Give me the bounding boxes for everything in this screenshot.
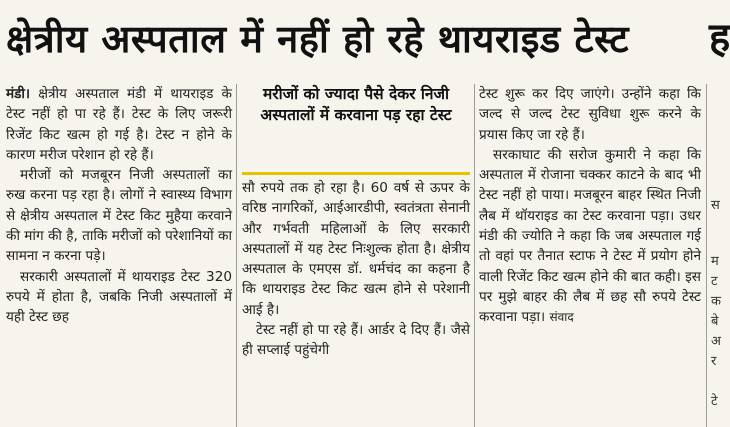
column-divider — [474, 84, 475, 427]
headline: क्षेत्रीय अस्पताल में नहीं हो रहे थायराइड टेस्ट — [6, 17, 630, 61]
cropped-neighbor-text: म — [711, 254, 719, 269]
article-column-3 — [479, 84, 701, 427]
article-paragraph: सरकारी अस्पतालों में थायराइड टेस्ट 320 रुपये में होता है, जबकि निजी अस्पतालों में यही टेस्ट छह — [6, 268, 232, 326]
article-paragraph — [479, 145, 701, 328]
cropped-neighbor-text: र — [711, 354, 717, 369]
article-paragraph: टेस्ट नहीं हो पा रहे हैं। आर्डर दे दिए हैं। जैसे ही सप्लाई पहुंचेगी — [242, 322, 470, 359]
cropped-neighbor-text: क — [711, 294, 721, 309]
cropped-neighbor-text: अ — [711, 334, 721, 349]
paragraph-text: क्षेत्रीय अस्पताल मंडी में थायराइड के टेस्ट नहीं हो पा रहे हैं। टेस्ट के लिए जरूरी रिजेंट किट खत्म हो गई है। टेस्ट न होने के कारण मरीज परेशान हो रहे हैं। — [6, 86, 232, 163]
article-column-2 — [242, 178, 470, 427]
article-paragraph: मरीजों को मजबूरन निजी अस्पतालों का रुख करना पड़ रहा है। लोगों ने स्वास्थ्य विभाग से क्षेत्रीय अस्पताल में टेस्ट किट मुहैया करवाने की मांग की है, ताकि मरीजों को परेशानियों का सामना न करना पड़े। — [6, 167, 232, 265]
article-paragraph: सौ रुपये तक हो रहा है। 60 वर्ष से ऊपर के वरिष्ठ नागरिकों, आईआरडीपी, स्वतंत्रता सेनानी और गर्भवती महिलाओं के लिए सरकारी अस्पतालों में यह टेस्ट निःशुल्क होता है। क्षेत्रीय अस्पताल के एमएस डॉ. धर्मचंद का कहना है कि थायराइड टेस्ट किट खत्म होने से परेशानी आई है। — [242, 180, 470, 318]
cropped-neighbor-text: टे — [711, 394, 718, 409]
cropped-neighbor-text: ट — [711, 274, 718, 289]
column-divider — [236, 84, 237, 427]
article-paragraph: टेस्ट शुरू कर दिए जाएंगे। उन्होंने कहा कि जल्द से जल्द टेस्ट सुविधा शुरू करने के प्रयास किए जा रहे हैं। — [479, 86, 701, 143]
subheadline: मरीजों को ज्यादा पैसे देकर निजी अस्पतालों में करवाना पड़ रहा टेस्ट — [260, 85, 452, 124]
byline-credit: संवाद — [549, 310, 574, 325]
cropped-neighbor-text: बे — [711, 314, 719, 329]
article-column-1 — [6, 84, 232, 427]
subhead-underline — [242, 172, 470, 175]
column-divider — [706, 84, 707, 427]
cropped-neighbor-text: स — [711, 198, 720, 213]
article-paragraph — [6, 84, 232, 165]
dateline: मंडी। — [6, 86, 31, 102]
cropped-adjacent-headline: ह — [709, 15, 730, 61]
paragraph-text: सरकाघाट की सरोज कुमारी ने कहा कि अस्पताल में रोजाना चक्कर काटने के बाद भी टेस्ट नहीं हो पाया। मजबूरन बाहर स्थित निजी लैब में थॉयराइड का टेस्ट करवाना पड़ा। उधर मंडी की ज्योति ने कहा कि जब अस्पताल गई तो वहां पर तैनात स्टाफ ने टेस्ट में प्रयोग होने वाली रिजेंट किट खत्म होने की बात कही। इस पर मुझे बाहर की लैब में छह सौ रुपये टेस्ट करवाना पड़ा। — [479, 146, 701, 326]
